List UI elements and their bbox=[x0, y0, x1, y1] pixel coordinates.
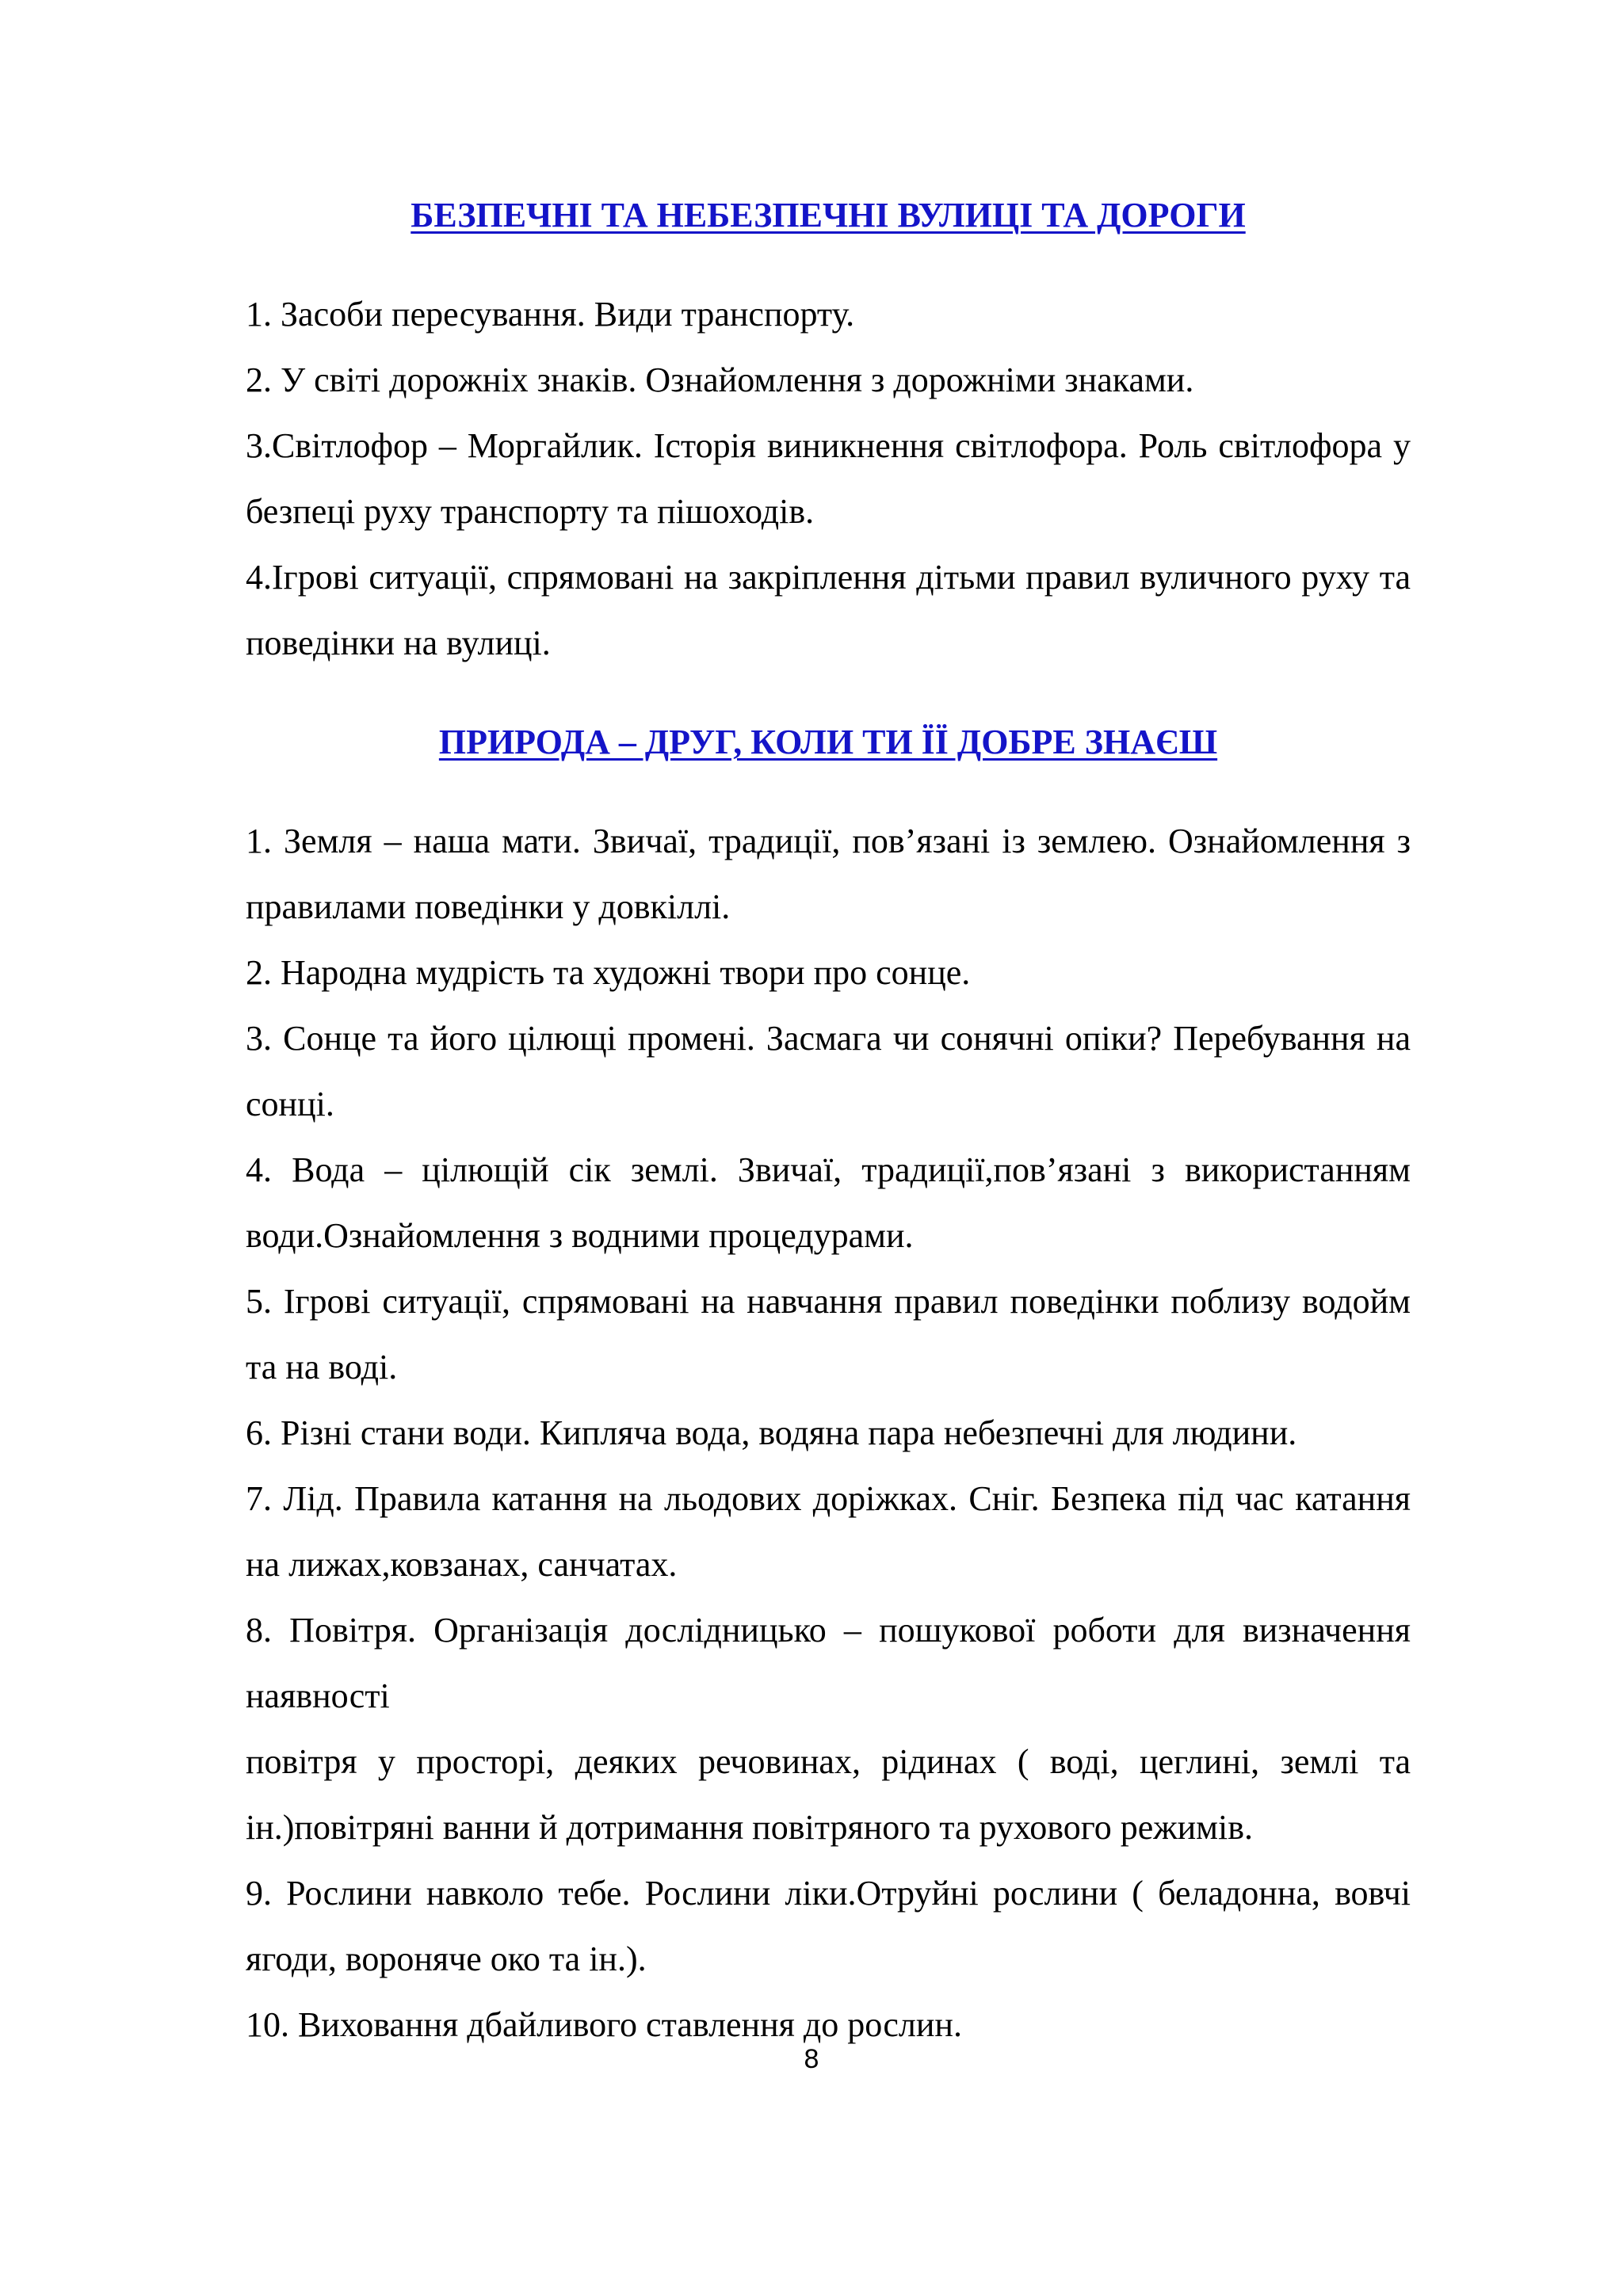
list-item: 4.Ігрові ситуації, спрямовані на закріплення дітьми правил вуличного руху та поведінки на вулиці. bbox=[246, 558, 1411, 662]
page-number: 8 bbox=[804, 2044, 819, 2074]
list-item: 3. Сонце та його цілющі промені. Засмага чи сонячні опіки? Перебування на сонці. bbox=[246, 1019, 1411, 1123]
list-item: 7. Лід. Правила катання на льодових доріжках. Сніг. Безпека під час катання на лижах,ковзанах, санчатах. bbox=[246, 1479, 1411, 1584]
list-item: 4. Вода – цілющій сік землі. Звичаї, традиції,пов’язані з використанням води.Ознайомлення з водними процедурами. bbox=[246, 1150, 1411, 1255]
section-heading-street-safety: БЕЗПЕЧНІ ТА НЕБЕЗПЕЧНІ ВУЛИЦІ ТА ДОРОГИ bbox=[411, 196, 1246, 235]
list-item: 10. Виховання дбайливого ставлення до рослин. bbox=[246, 2005, 962, 2044]
page-content bbox=[246, 182, 1411, 2058]
section-list-street-safety bbox=[246, 281, 1411, 676]
list-item: 1. Земля – наша мати. Звичаї, традиції, пов’язані із землею. Ознайомлення з правилами поведінки у довкіллі. bbox=[246, 822, 1411, 926]
list-item: 2. У світі дорожніх знаків. Ознайомлення з дорожніми знаками. bbox=[246, 360, 1194, 399]
section-list-nature bbox=[246, 808, 1411, 2058]
list-item: 8. Повітря. Організація дослідницько – пошукової роботи для визначення наявності bbox=[246, 1611, 1411, 1715]
list-item: 5. Ігрові ситуації, спрямовані на навчання правил поведінки поблизу водойм та на воді. bbox=[246, 1282, 1411, 1386]
list-item: 9. Рослини навколо тебе. Рослини ліки.Отруйні рослини ( беладонна, вовчі ягоди, вороняче око та ін.). bbox=[246, 1874, 1411, 1978]
section-heading-nature: ПРИРОДА – ДРУГ, КОЛИ ТИ ЇЇ ДОБРЕ ЗНАЄШ bbox=[438, 723, 1218, 761]
list-item: 3.Світлофор – Моргайлик. Історія виникнення світлофора. Роль світлофора у безпеці руху транспорту та пішоходів. bbox=[246, 426, 1411, 531]
list-item: 2. Народна мудрість та художні твори про сонце. bbox=[246, 953, 971, 992]
list-item: повітря у просторі, деяких речовинах, рідинах ( воді, цеглині, землі та ін.)повітряні ванни й дотримання повітряного та рухового режимів. bbox=[246, 1742, 1411, 1847]
list-item: 1. Засоби пересування. Види транспорту. bbox=[246, 295, 855, 334]
list-item: 6. Різні стани води. Кипляча вода, водяна пара небезпечні для людини. bbox=[246, 1413, 1297, 1452]
